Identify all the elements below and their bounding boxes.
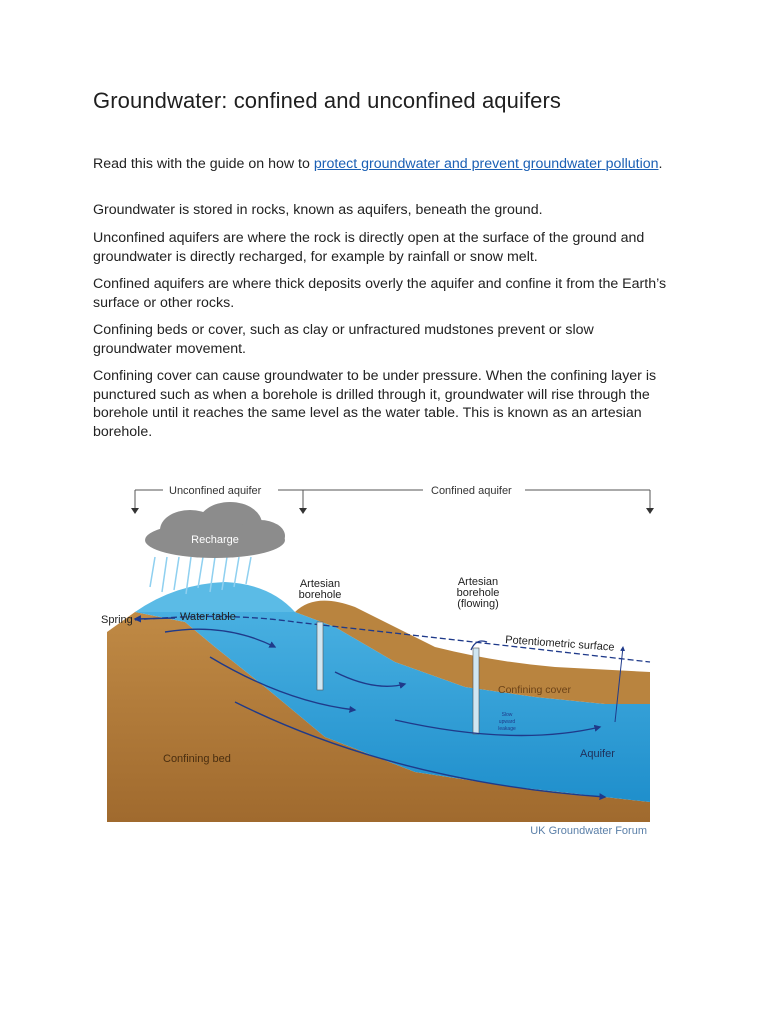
- spring-label: Spring: [101, 614, 133, 626]
- guide-link[interactable]: [314, 156, 659, 172]
- paragraph-aquifers: Groundwater is stored in rocks, known as aquifers, beneath the ground.: [93, 202, 543, 218]
- recharge-label: Recharge: [191, 534, 239, 546]
- aquifer-diagram: [95, 472, 670, 842]
- slow-leakage-label-2: upward: [498, 719, 516, 725]
- artesian-borehole-label-2: borehole: [298, 589, 342, 601]
- paragraph-unconfined: Unconfined aquifers are where the rock is directly open at the surface of the ground and groundwater is directly recharged, for example by rainfall or snow melt.: [93, 230, 645, 265]
- cloud-icon: [145, 502, 285, 558]
- flowing-borehole-label-2: borehole: [456, 587, 500, 599]
- artesian-borehole-pipe: [317, 622, 323, 690]
- water-table-label: Water table: [180, 611, 236, 623]
- artesian-borehole-label-1: Artesian: [299, 578, 341, 590]
- spring-arrow-icon: [135, 618, 175, 619]
- flowing-borehole-pipe: [473, 648, 479, 734]
- intro-text: Read this with the guide on how to: [93, 156, 314, 172]
- unconfined-aquifer-label: Unconfined aquifer: [169, 485, 262, 497]
- slow-leakage-label-1: Slow: [501, 712, 513, 718]
- intro-paragraph: [93, 155, 668, 174]
- slow-leakage-label-3: leakage: [498, 726, 516, 732]
- aquifer-label: Aquifer: [580, 748, 615, 760]
- guide-link-line2: pollution: [605, 156, 659, 172]
- flowing-borehole-label-1: Artesian: [457, 576, 499, 588]
- confining-bed-label: Confining bed: [163, 753, 231, 765]
- intro-period: .: [658, 156, 663, 172]
- paragraph-confined: Confined aquifers are where thick deposits overly the aquifer and confine it from the Earth’s surface or other rocks.: [93, 276, 667, 311]
- paragraph-artesian: Confining cover can cause groundwater to be under pressure. When the confining layer is punctured such as when a borehole is drilled through it, groundwater will rise through the borehole until it reaches the same level as the water table. This is known as an artesian borehole.: [93, 368, 657, 440]
- flowing-borehole-label-3: (flowing): [457, 598, 499, 610]
- potentiometric-surface-label: Potentiometric surface: [504, 634, 615, 654]
- guide-link-line1: protect groundwater and prevent groundwater: [313, 156, 602, 172]
- credit-label: UK Groundwater Forum: [530, 825, 647, 837]
- confining-cover-label: Confining cover: [498, 684, 571, 696]
- page-title: Groundwater: confined and unconfined aquifers: [93, 88, 562, 113]
- confined-aquifer-label: Confined aquifer: [431, 485, 512, 497]
- paragraph-confining-beds: Confining beds or cover, such as clay or unfractured mudstones prevent or slow groundwater movement.: [93, 322, 594, 357]
- water-table-mound: [135, 582, 295, 612]
